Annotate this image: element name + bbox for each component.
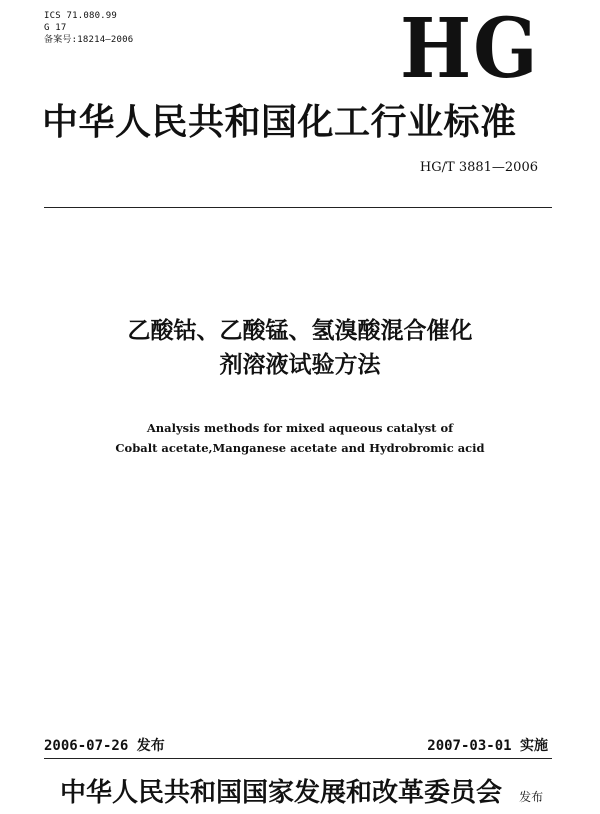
standard-number: HG/T 3881—2006 <box>419 160 538 175</box>
issuing-authority <box>60 776 590 814</box>
issuer-name: 中华人民共和国国家发展和改革委员会 <box>60 778 503 808</box>
ics-code: ICS 71.080.99 <box>44 11 118 21</box>
english-title-line-2: Cobalt acetate,Manganese acetate and Hydrobromic acid <box>115 441 485 455</box>
footer-divider <box>44 758 552 759</box>
filing-number: 备案号:18214—2006 <box>44 35 134 45</box>
issuer-label: 发布 <box>519 790 544 804</box>
effective-date-value: 2007-03-01 <box>427 738 512 754</box>
issue-date-label: 发布 <box>136 738 165 754</box>
header-divider <box>44 207 552 208</box>
header-codes <box>44 10 133 46</box>
issue-date <box>44 737 165 755</box>
english-title <box>0 418 600 458</box>
standard-category-title: 中华人民共和国化工行业标准 <box>42 102 517 143</box>
issue-date-value: 2006-07-26 <box>44 738 129 754</box>
chinese-title <box>0 314 600 382</box>
effective-date-label: 实施 <box>520 738 548 754</box>
effective-date <box>427 737 548 755</box>
hg-logo: HG <box>400 1 540 97</box>
chinese-title-line-2: 剂溶液试验方法 <box>219 352 381 378</box>
english-title-line-1: Analysis methods for mixed aqueous catalyst of <box>146 421 454 435</box>
chinese-title-line-1: 乙酸钴、乙酸锰、氢溴酸混合催化 <box>127 318 473 344</box>
ccs-code: G 17 <box>44 23 67 33</box>
